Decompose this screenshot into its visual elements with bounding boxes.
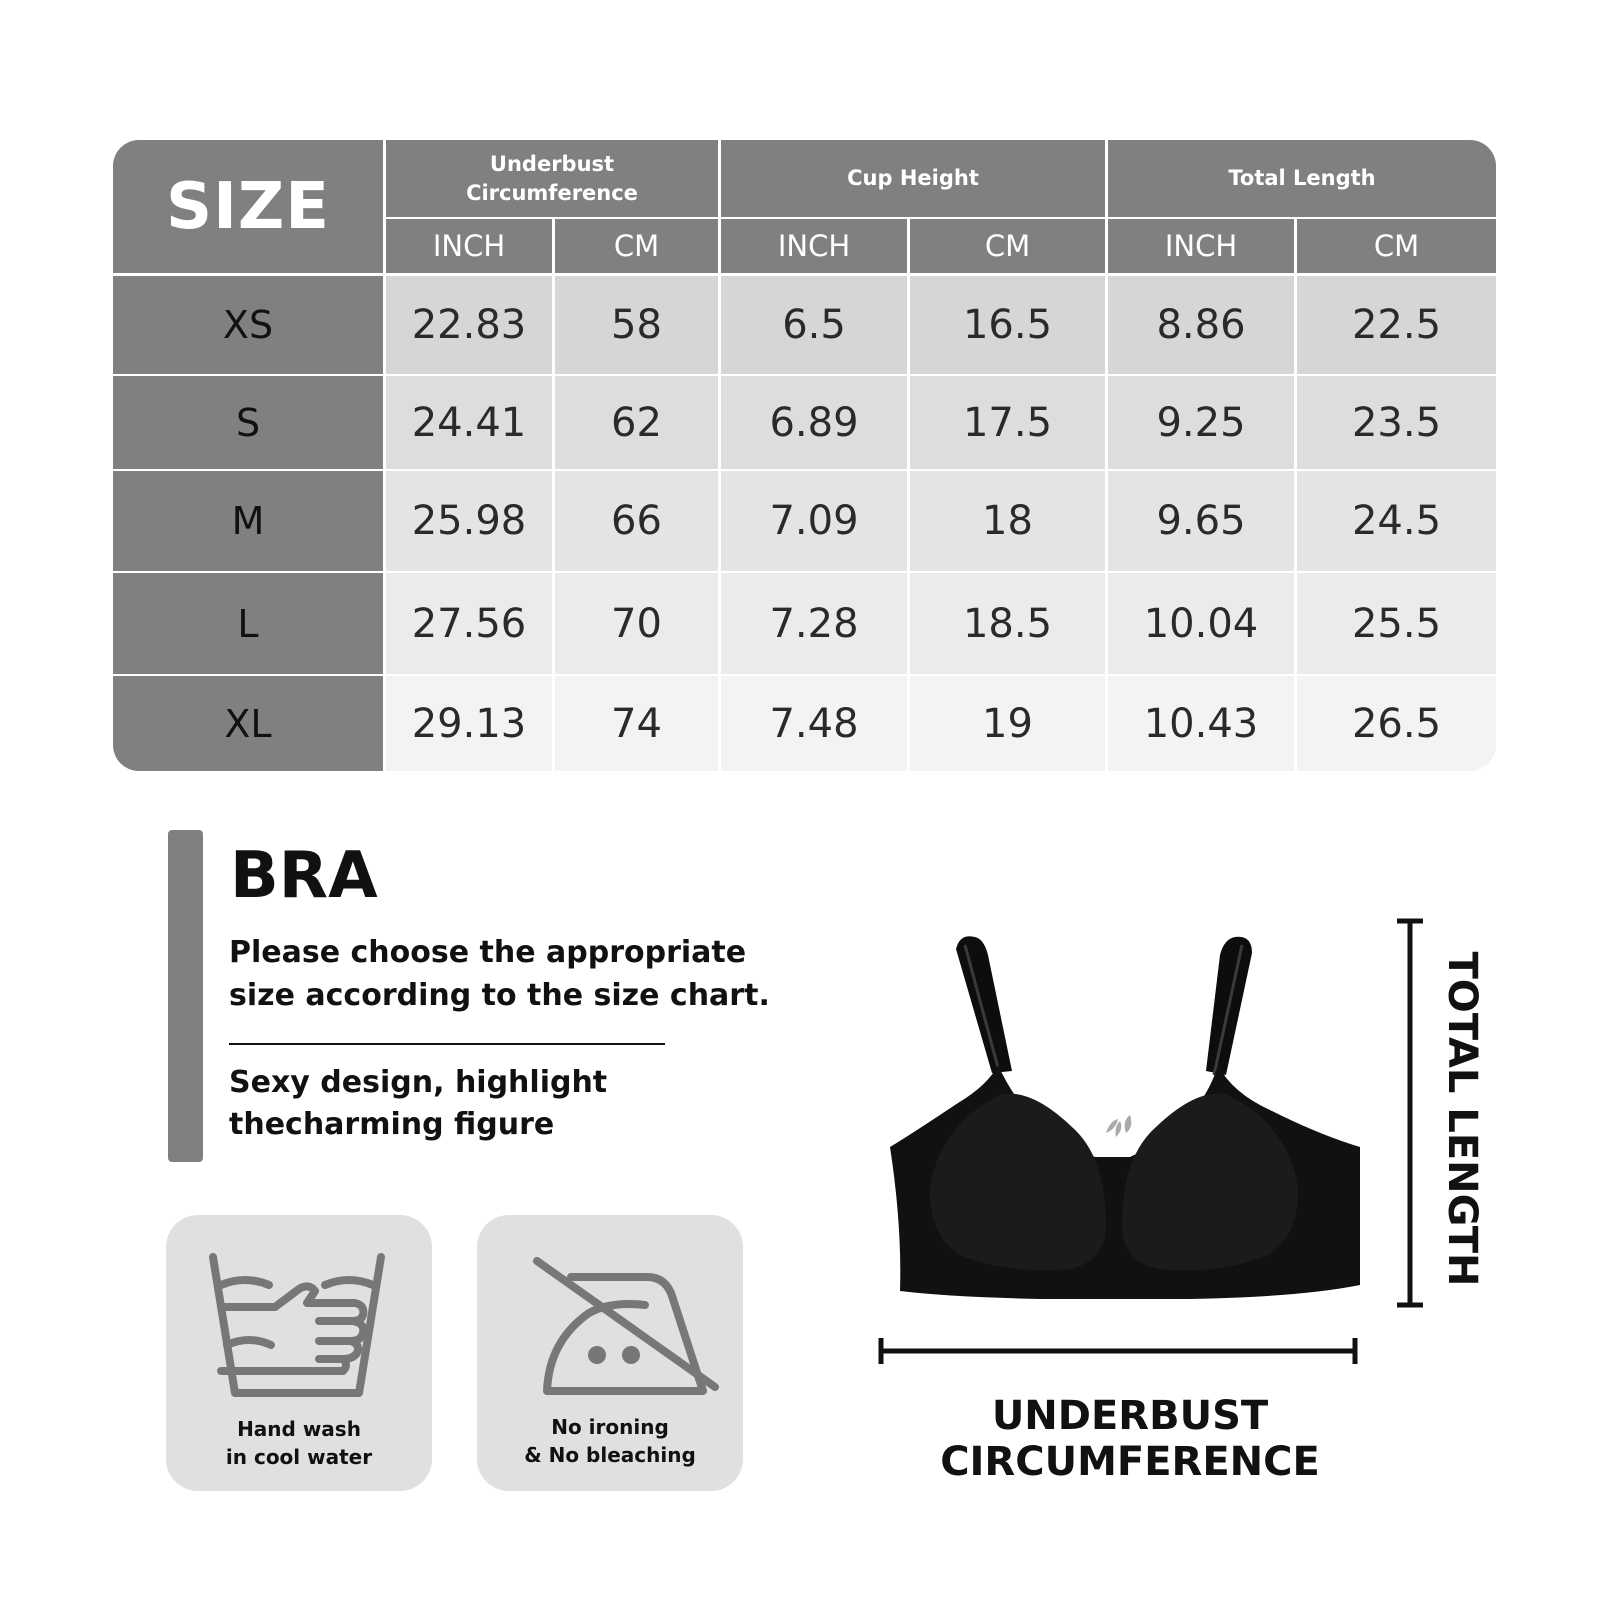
table-cell: 27.56 [386,573,552,674]
table-cell: 24.41 [386,376,552,469]
feature-text: Sexy design, highlight thecharming figure [229,1065,608,1142]
size-label-l: L [113,573,383,674]
table-cell: 7.09 [721,471,907,571]
care-label-line1: No ironing [551,1415,669,1439]
table-cell: 6.89 [721,376,907,469]
hand-wash-icon [201,1245,397,1405]
table-cell: 17.5 [910,376,1105,469]
table-cell: 10.04 [1108,573,1294,674]
total-length-dimension-line [1395,918,1425,1308]
care-card-no-ironing [477,1215,743,1491]
divider [229,1043,665,1045]
unit-header-cm: CM [555,219,718,273]
table-cell: 18 [910,471,1105,571]
underbust-label: UNDERBUST CIRCUMFERENCE [940,1393,1320,1485]
table-cell: 7.28 [721,573,907,674]
size-label-s: S [113,376,383,469]
table-cell: 10.43 [1108,676,1294,771]
size-label-xl: XL [113,676,383,771]
table-cell: 9.25 [1108,376,1294,469]
unit-header-inch: INCH [721,219,907,273]
table-cell: 23.5 [1297,376,1496,469]
table-cell: 18.5 [910,573,1105,674]
table-cell: 58 [555,276,718,374]
accent-bar [168,830,203,1162]
table-cell: 22.83 [386,276,552,374]
no-ironing-icon [527,1255,727,1405]
size-advice-text: Please choose the appropriate size according to the size chart. [229,935,770,1013]
total-length-label: TOTAL LENGTH [1439,951,1485,1287]
underbust-dimension-line [878,1336,1358,1366]
column-group-header: Underbust Circumference [386,140,718,217]
table-cell: 16.5 [910,276,1105,374]
column-group-header: Cup Height [721,140,1105,217]
table-cell: 29.13 [386,676,552,771]
column-group-header: Total Length [1108,140,1496,217]
bra-illustration [880,925,1380,1325]
care-label-line1: Hand wash [237,1417,361,1441]
unit-header-cm: CM [910,219,1105,273]
table-cell: 8.86 [1108,276,1294,374]
table-cell: 9.65 [1108,471,1294,571]
care-label-line2: & No bleaching [524,1443,696,1467]
care-card-hand-wash [166,1215,432,1491]
size-header: SIZE [113,140,383,273]
table-cell: 7.48 [721,676,907,771]
table-cell: 26.5 [1297,676,1496,771]
table-cell: 62 [555,376,718,469]
bra-title: BRA [230,839,378,913]
table-cell: 25.98 [386,471,552,571]
table-cell: 6.5 [721,276,907,374]
table-cell: 70 [555,573,718,674]
size-chart-table [113,140,1496,771]
table-cell: 74 [555,676,718,771]
table-cell: 66 [555,471,718,571]
size-label-xs: XS [113,276,383,374]
table-cell: 19 [910,676,1105,771]
size-label-m: M [113,471,383,571]
care-label-line2: in cool water [225,1445,373,1469]
table-cell: 24.5 [1297,471,1496,571]
table-cell: 25.5 [1297,573,1496,674]
table-cell: 22.5 [1297,276,1496,374]
unit-header-inch: INCH [1108,219,1294,273]
unit-header-inch: INCH [386,219,552,273]
unit-header-cm: CM [1297,219,1496,273]
